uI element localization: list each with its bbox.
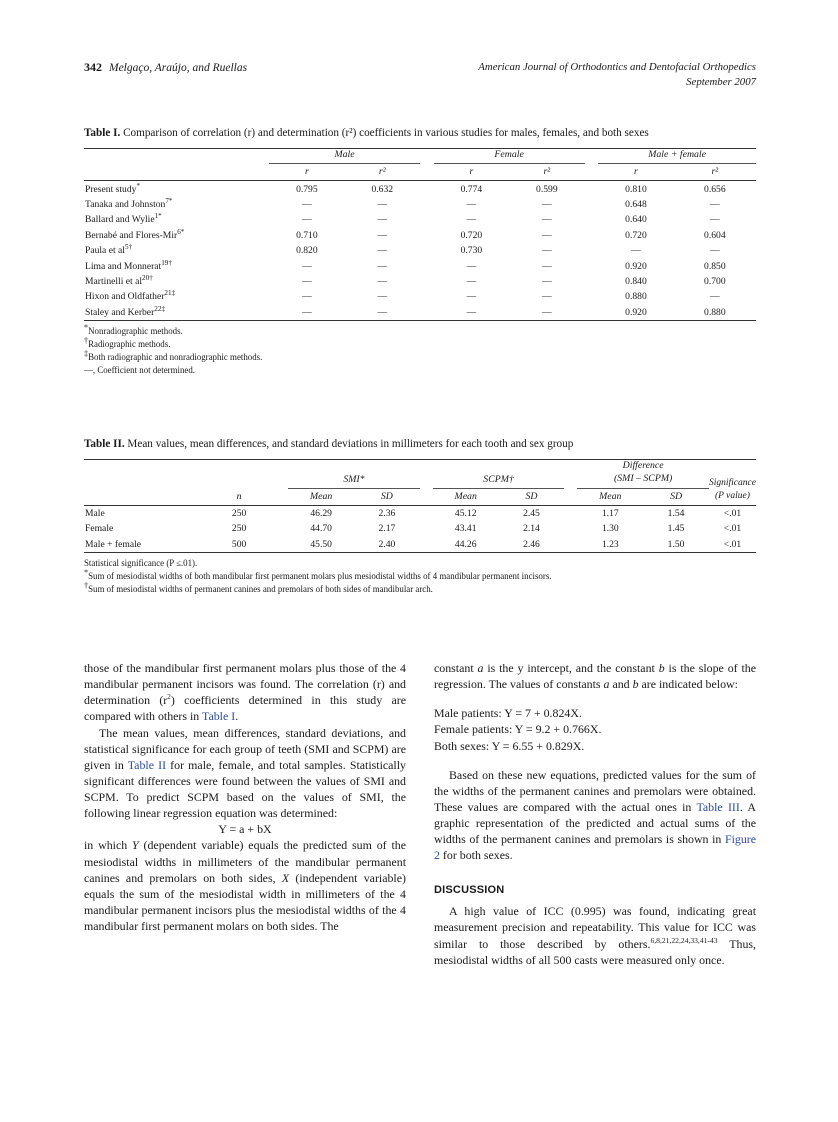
text-run: is the y intercept, and the constant <box>483 661 659 675</box>
cell: — <box>377 260 388 272</box>
cell: 250 <box>231 508 247 520</box>
reference-superscript: 6,8,21,22,24,33,41-43 <box>650 935 718 945</box>
sig-line-2: (P value) <box>715 490 750 501</box>
cell: — <box>377 229 388 241</box>
diff-line-1: Difference <box>622 460 664 472</box>
study-name: Martinelli et al <box>85 275 143 287</box>
table-1-footnote-0 <box>84 322 756 338</box>
right-paragraph-3 <box>434 903 756 968</box>
cell: 0.720 <box>625 229 647 241</box>
text-run: (dependent variable) equals the predicted sum of the mesiodistal widths in millimeters of the mandibular permanent canines and premolars on both sides, <box>84 838 406 885</box>
table-row <box>84 274 756 289</box>
table-2-subheader-row <box>84 488 756 505</box>
cell: — <box>466 260 477 272</box>
study-ref: 22 <box>154 304 162 313</box>
table-2-group-1: Female <box>85 523 114 535</box>
cell: 0.850 <box>704 260 726 272</box>
study-ref: 1 <box>154 212 159 221</box>
footnote-text: Radiographic methods. <box>88 338 171 349</box>
cell: — <box>542 229 552 241</box>
regression-equations-list <box>434 705 756 753</box>
table-row <box>84 289 756 304</box>
footnote-mark: * <box>84 322 89 332</box>
cell: — <box>302 199 312 211</box>
table-row <box>84 243 756 258</box>
table-1-footnote-2 <box>84 348 756 364</box>
page-number: 342 <box>84 60 102 74</box>
table-row <box>84 537 756 553</box>
constant-b: b <box>632 677 639 692</box>
table-2-footnotes <box>84 557 756 596</box>
cell: 0.880 <box>704 306 726 318</box>
text-run: Thus, mesiodistal widths of all 500 casts were measured only once. <box>434 936 757 967</box>
cell: — <box>302 260 312 272</box>
study-name: Ballard and Wylie <box>85 214 155 226</box>
cell: 2.36 <box>378 508 396 520</box>
table-1 <box>84 148 756 320</box>
cell: 1.17 <box>601 508 619 520</box>
cell: — <box>302 275 312 287</box>
cell: — <box>466 306 477 318</box>
cell: 2.45 <box>523 508 540 520</box>
table-2-footnote-0 <box>84 557 756 570</box>
cell: 44.70 <box>310 523 332 535</box>
footnote-text: Sum of mesiodistal widths of permanent canines and premolars of both sides of mandibular arch. <box>88 583 433 594</box>
study-name: Bernabé and Flores-Mir <box>85 229 178 241</box>
study-name: Hixon and Oldfather <box>85 291 165 303</box>
study-name: Lima and Monnerat <box>85 260 162 272</box>
text-run: The mean values, mean differences, standard deviations, and statistical significance for each group of teeth (SMI and SCPM) are given in <box>84 725 406 772</box>
cell: 1.23 <box>601 538 619 550</box>
table-1-subheader-row <box>84 164 756 181</box>
cell: 0.700 <box>704 275 726 287</box>
footnote-text: Nonradiographic methods. <box>88 325 183 336</box>
running-head-authors: Melgaço, Araújo, and Ruellas <box>109 62 248 74</box>
table-2-subhead-scpm-sd: SD <box>525 490 538 502</box>
left-paragraph-2 <box>84 725 406 822</box>
text-run: are indicated below: <box>638 677 738 692</box>
cell: 0.710 <box>296 229 318 241</box>
study-ref: 21 <box>164 289 172 298</box>
table-row <box>84 197 756 212</box>
text-run: and <box>609 677 633 692</box>
text-run: . <box>235 709 239 724</box>
table-row <box>84 258 756 273</box>
table-1-study-6 <box>84 274 269 289</box>
text-run: for both sexes. <box>439 848 513 863</box>
table-1-footnotes <box>84 322 756 377</box>
cell: — <box>710 214 720 226</box>
study-marker: ‡ <box>171 289 176 298</box>
cell: <.01 <box>723 523 742 535</box>
text-run: for male, female, and total samples. Statistically significant differences were found between the values of SMI and SCPM. To predict SCPM based on the values of SMI, the following linear regression equation was determined: <box>84 757 406 821</box>
running-head-left <box>84 60 247 75</box>
left-paragraph-3 <box>84 837 406 934</box>
table-1-study-5 <box>84 258 269 273</box>
text-run: Based on these new equations, predicted values for the sum of the widths of the permanent canines and premolars were obtained. These values are compared with the actual ones in <box>434 767 756 814</box>
table-2-group-difference <box>577 460 709 487</box>
cell: — <box>302 214 312 226</box>
table-1-subhead-male-r2: r² <box>378 166 386 178</box>
variable-y: Y <box>132 838 139 853</box>
section-heading-discussion: DISCUSSION <box>434 884 505 897</box>
study-ref: 5 <box>124 242 129 251</box>
cell: 0.656 <box>704 183 726 195</box>
cell: 500 <box>231 538 247 550</box>
table-1-subhead-female-r: r <box>469 166 474 178</box>
cell: — <box>542 214 552 226</box>
footnote-text: Sum of mesiodistal widths of both mandibular first permanent molars plus mesiodistal widths of 4 mandibular permanent incisors. <box>88 570 552 581</box>
table-1-subhead-female-r2: r² <box>543 166 551 178</box>
body-column-left <box>84 660 406 934</box>
table-2-subhead-scpm-mean: Mean <box>454 490 477 502</box>
study-name: Paula et al <box>85 245 125 257</box>
table-2-group-header-row <box>84 460 756 487</box>
study-ref: 20 <box>142 273 150 282</box>
study-marker: * <box>136 181 141 190</box>
table-1-subhead-both-r2: r² <box>711 166 719 178</box>
cell: — <box>542 260 552 272</box>
text-run: constant <box>434 661 478 675</box>
table-2-group-scpm: SCPM† <box>483 473 514 485</box>
table-2-subhead-smi-sd: SD <box>380 490 393 502</box>
footnote-mark: † <box>84 580 89 590</box>
study-name: Staley and Kerber <box>85 306 155 318</box>
xref-figure-2[interactable]: Figure 2 <box>434 832 756 863</box>
cell: — <box>710 245 720 257</box>
cell: <.01 <box>723 538 742 550</box>
right-paragraph-2 <box>434 767 756 864</box>
table-2-footnote-1 <box>84 567 756 583</box>
table-2 <box>84 459 756 553</box>
cell: — <box>466 291 477 303</box>
cell: 1.54 <box>667 508 685 520</box>
cell: 2.46 <box>523 538 540 550</box>
cell: — <box>542 245 552 257</box>
text-run: is the slope of the regression. The values of constants <box>434 661 756 692</box>
table-1-label: Table I. <box>84 127 121 139</box>
table-1-caption <box>84 126 756 141</box>
cell: 0.920 <box>625 260 647 272</box>
issue-date: September 2007 <box>686 75 756 88</box>
cell: — <box>377 245 388 257</box>
text-run: in which <box>84 838 133 853</box>
cell: — <box>710 199 720 211</box>
study-marker: † <box>128 242 133 251</box>
running-head <box>84 60 756 89</box>
table-2-subhead-n: n <box>236 490 242 502</box>
text-run: ) coefficients determined in this study are compared with others in <box>84 693 406 724</box>
table-2-body <box>84 505 756 552</box>
constant-b: b <box>658 661 665 675</box>
table-2-footnote-2 <box>84 580 756 596</box>
table-1-footnote-3 <box>84 364 756 377</box>
study-marker: * <box>180 227 185 236</box>
table-1-group-female: Female <box>494 149 524 161</box>
running-head-right <box>478 60 756 89</box>
table-1-footnote-1 <box>84 335 756 351</box>
table-1-subhead-male-r: r <box>304 166 309 178</box>
cell: — <box>542 306 552 318</box>
cell: 0.880 <box>625 291 647 303</box>
table-2-label: Table II. <box>84 438 125 450</box>
cell: — <box>631 245 641 257</box>
cell: 0.632 <box>371 183 394 195</box>
cell: — <box>377 199 388 211</box>
cell: — <box>542 291 552 303</box>
xref-table-2[interactable]: Table II <box>127 757 167 772</box>
table-1-study-1 <box>84 197 269 212</box>
table-2-caption <box>84 437 756 452</box>
table-2-subhead-smi-mean: Mean <box>309 490 333 502</box>
cell: 46.29 <box>310 508 332 520</box>
cell: 45.12 <box>454 508 477 520</box>
study-ref: 19 <box>161 258 169 267</box>
table-2-block <box>84 437 756 596</box>
cell: — <box>710 291 720 303</box>
table-1-study-8 <box>84 304 269 320</box>
equation-female: Female patients: Y = 9.2 + 0.766X. <box>434 722 602 737</box>
study-ref: 6 <box>177 227 181 236</box>
cell: 1.45 <box>667 523 685 535</box>
study-name: Tanaka and Johnston <box>85 199 166 211</box>
cell: 45.50 <box>310 538 332 550</box>
study-marker: † <box>168 258 172 267</box>
table-1-caption-text: Comparison of correlation (r) and determination (r²) coefficients in various studies for males, females, and both sexes <box>123 127 649 139</box>
table-1-study-2 <box>84 212 269 227</box>
table-2-caption-text: Mean values, mean differences, and standard deviations in millimeters for each tooth and sex group <box>127 438 574 450</box>
table-row <box>84 505 756 521</box>
cell: 0.604 <box>704 229 726 241</box>
constant-a: a <box>603 677 610 692</box>
table-2-significance-header <box>709 460 756 505</box>
cell: — <box>466 275 477 287</box>
study-marker: * <box>158 212 162 221</box>
footnote-mark: ‡ <box>84 348 89 358</box>
cell: 2.14 <box>523 523 540 535</box>
xref-table-1[interactable]: Table I <box>202 709 236 724</box>
study-name: Present study <box>85 183 137 195</box>
constant-a: a <box>477 661 484 675</box>
spacer <box>434 754 756 767</box>
footnote-text: Both radiographic and nonradiographic methods. <box>88 351 263 362</box>
sig-line-1: Significance <box>708 478 756 489</box>
cell: — <box>466 199 477 211</box>
table-2-group-2: Male + female <box>85 538 142 550</box>
cell: — <box>302 291 312 303</box>
cell: 0.840 <box>625 275 647 287</box>
table-2-subhead-diff-sd: SD <box>670 490 683 502</box>
table-1-study-7 <box>84 289 269 304</box>
cell: 0.920 <box>625 306 647 318</box>
table-row <box>84 228 756 243</box>
cell: 0.640 <box>625 214 647 226</box>
cell: <.01 <box>723 508 742 520</box>
study-marker: ‡ <box>161 304 166 313</box>
cell: — <box>542 275 552 287</box>
table-1-subhead-both-r: r <box>634 166 638 178</box>
table-1-study-0 <box>84 181 269 197</box>
right-paragraph-1 <box>434 660 756 692</box>
cell: 43.41 <box>454 523 477 535</box>
cell: 250 <box>231 523 247 535</box>
cell: — <box>542 199 552 211</box>
body-column-right <box>434 660 756 968</box>
table-1-body <box>84 181 756 320</box>
table-1-block <box>84 126 756 376</box>
table-1-group-male: Male <box>334 149 355 161</box>
cell: — <box>377 306 388 318</box>
table-1-study-4 <box>84 243 269 258</box>
superscript: 2 <box>167 693 171 702</box>
cell: 1.30 <box>601 523 619 535</box>
cell: 0.820 <box>296 245 318 257</box>
cell: 0.648 <box>625 199 647 211</box>
cell: — <box>302 306 312 318</box>
journal-title: American Journal of Orthodontics and Dentofacial Orthopedics <box>478 61 756 73</box>
table-row <box>84 521 756 536</box>
left-paragraph-1 <box>84 660 406 725</box>
table-row <box>84 212 756 227</box>
xref-table-3[interactable]: Table III <box>696 799 740 814</box>
table-2-subhead-diff-mean: Mean <box>599 490 622 502</box>
cell: 0.795 <box>296 183 318 195</box>
table-2-group-smi: SMI* <box>343 473 365 485</box>
table-1-group-both: Male + female <box>648 149 706 161</box>
cell: 0.730 <box>460 245 483 257</box>
cell: — <box>466 214 477 226</box>
variable-x: X <box>281 870 290 885</box>
cell: 0.599 <box>536 183 558 195</box>
table-2-group-0: Male <box>85 508 105 520</box>
table-row <box>84 304 756 320</box>
cell: — <box>377 275 388 287</box>
cell: 0.774 <box>460 183 483 195</box>
study-ref: 7 <box>165 196 169 205</box>
footnote-text: Statistical significance (P ≤.01). <box>84 558 198 569</box>
cell: 2.40 <box>378 538 396 550</box>
cell: 1.50 <box>667 538 685 550</box>
table-1-study-3 <box>84 228 269 243</box>
equation-both: Both sexes: Y = 6.55 + 0.829X. <box>434 738 585 753</box>
cell: 2.17 <box>378 523 396 535</box>
study-marker: † <box>149 273 153 282</box>
text-run: A high value of ICC (0.995) was found, indicating great measurement precision and repeatability. This value for ICC was similar to those described by others. <box>434 904 756 951</box>
study-marker: * <box>168 196 173 205</box>
footnote-mark: * <box>84 567 89 577</box>
footnote-mark: † <box>84 335 89 345</box>
cell: 0.810 <box>625 183 647 195</box>
cell: 0.720 <box>460 229 483 241</box>
diff-line-2: (SMI – SCPM) <box>614 472 673 484</box>
cell: 44.26 <box>454 538 477 550</box>
table-row <box>84 181 756 197</box>
text-run: . A graphic representation of the predicted and actual sums of the widths of the permanent canines and premolars is shown in <box>434 799 756 847</box>
cell: — <box>377 291 388 303</box>
equation-male: Male patients: Y = 7 + 0.824X. <box>434 706 582 721</box>
cell: — <box>377 214 388 226</box>
regression-equation: Y = a + bX <box>218 822 272 837</box>
text-run: (independent variable) equals the sum of the mesiodistal width in millimeters of the 4 mandibular permanent incisors plus the mesiodistal widths of the 4 mandibular first permanent molars on both sides. The <box>84 870 406 933</box>
table-1-group-header-row <box>84 149 756 163</box>
footnote-text: —, Coefficient not determined. <box>84 364 195 375</box>
text-run: those of the mandibular first permanent molars plus those of the 4 mandibular permanent incisors was found. The correlation (r) and determination (r <box>84 661 406 708</box>
